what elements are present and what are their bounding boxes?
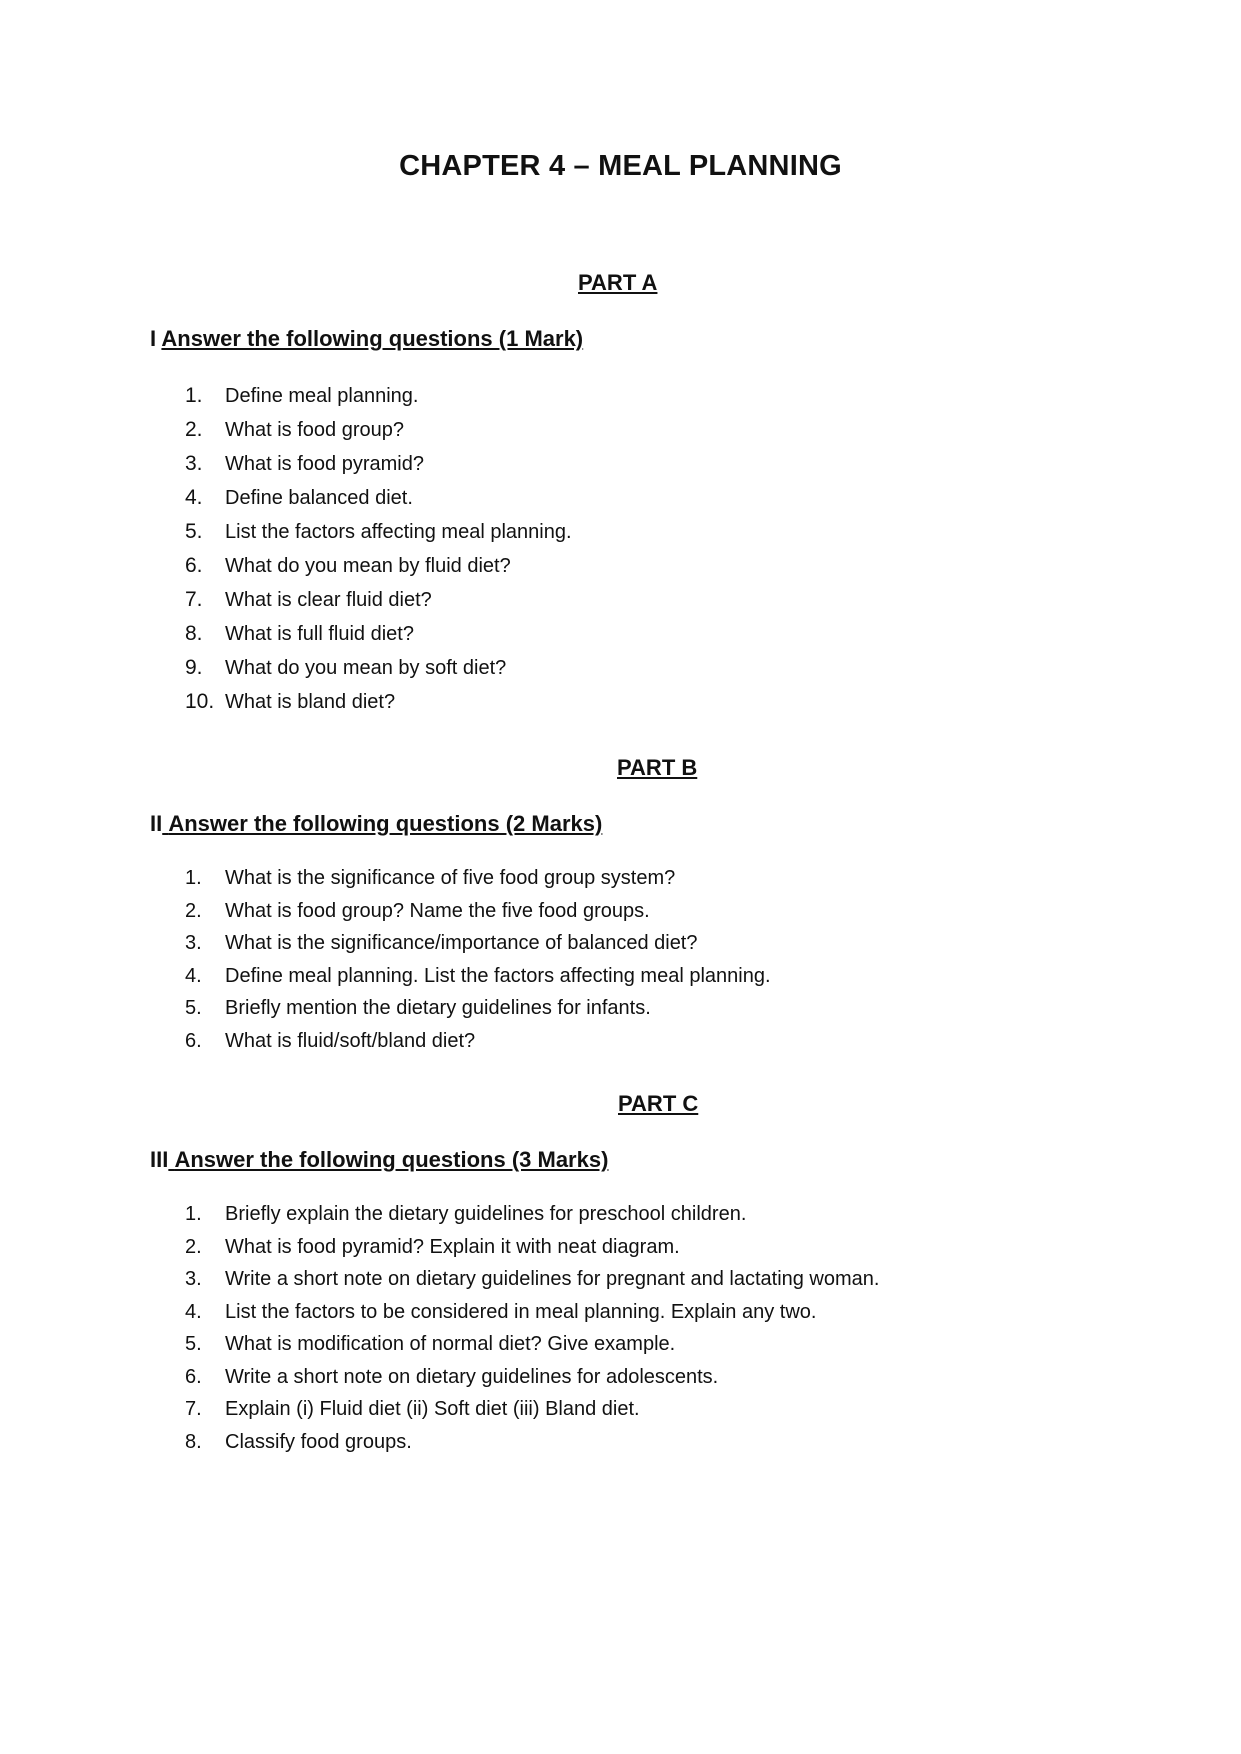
- section-3-heading: [150, 1147, 608, 1173]
- question-item: [185, 413, 572, 447]
- question-text: Define meal planning.: [225, 385, 419, 407]
- section-2-heading: [150, 811, 602, 837]
- question-number: 7.: [185, 1398, 202, 1420]
- section-1-heading: [150, 326, 583, 352]
- section-3-title: [168, 1147, 608, 1172]
- question-number: 4.: [185, 964, 202, 987]
- question-item: [185, 651, 572, 685]
- question-item: [185, 617, 572, 651]
- question-text: List the factors to be considered in meal planning. Explain any two.: [225, 1300, 817, 1323]
- question-text: What is clear fluid diet?: [225, 589, 432, 611]
- question-number: 2.: [185, 1235, 202, 1258]
- question-number: 2.: [185, 418, 203, 441]
- question-item: [185, 1025, 771, 1058]
- question-text: Write a short note on dietary guidelines for adolescents.: [225, 1365, 719, 1388]
- question-number: 2.: [185, 899, 202, 922]
- question-number: 6.: [185, 1029, 202, 1052]
- question-item: [185, 583, 572, 617]
- part-c-question-list: [185, 1198, 879, 1458]
- section-2-title: [162, 811, 602, 836]
- question-text: What is modification of normal diet? Give example.: [225, 1333, 676, 1355]
- question-number: 1.: [185, 384, 203, 407]
- question-item: [185, 992, 771, 1025]
- question-item: [185, 862, 771, 895]
- section-1-numeral: I: [150, 326, 157, 351]
- question-text: Briefly explain the dietary guidelines for preschool children.: [225, 1203, 747, 1225]
- question-item: [185, 447, 572, 481]
- question-text: What is food group? Name the five food groups.: [225, 899, 650, 922]
- question-item: [185, 379, 572, 413]
- question-item: [185, 1231, 879, 1264]
- part-a-question-list: [185, 379, 572, 719]
- question-number: 3.: [185, 1268, 202, 1290]
- question-number: 5.: [185, 997, 202, 1019]
- question-item: [185, 960, 771, 993]
- question-number: 10.: [185, 690, 215, 713]
- question-number: 3.: [185, 452, 203, 475]
- question-item: [185, 481, 572, 515]
- question-item: [185, 1426, 879, 1459]
- chapter-title: CHAPTER 4 – MEAL PLANNING: [399, 150, 842, 182]
- question-text: Define balanced diet.: [225, 487, 413, 509]
- question-text: What is the significance/importance of balanced diet?: [225, 932, 698, 954]
- question-text: Define meal planning. List the factors affecting meal planning.: [225, 964, 771, 987]
- question-number: 6.: [185, 1365, 202, 1388]
- question-item: [185, 515, 572, 549]
- question-number: 3.: [185, 932, 202, 954]
- question-item: [185, 927, 771, 960]
- section-2-numeral: II: [150, 811, 163, 836]
- question-number: 1.: [185, 1203, 202, 1225]
- question-text: What is bland diet?: [225, 691, 396, 713]
- question-number: 7.: [185, 588, 203, 611]
- question-number: 1.: [185, 867, 202, 889]
- question-item: [185, 1361, 879, 1394]
- question-text: Briefly mention the dietary guidelines for infants.: [225, 997, 651, 1019]
- question-item: [185, 895, 771, 928]
- question-text: What do you mean by soft diet?: [225, 657, 507, 679]
- question-text: What do you mean by fluid diet?: [225, 555, 511, 577]
- part-a-heading: PART A: [578, 270, 658, 295]
- section-3-numeral: III: [150, 1147, 169, 1172]
- question-number: 5.: [185, 1333, 202, 1355]
- question-number: 4.: [185, 1300, 202, 1323]
- question-item: [185, 1263, 879, 1296]
- question-number: 8.: [185, 1430, 202, 1453]
- question-text: Classify food groups.: [225, 1430, 412, 1453]
- question-number: 4.: [185, 486, 203, 509]
- question-text: What is full fluid diet?: [225, 623, 414, 645]
- part-b-heading: PART B: [617, 755, 698, 780]
- question-item: [185, 1198, 879, 1231]
- question-number: 6.: [185, 554, 203, 577]
- question-item: [185, 685, 572, 719]
- part-c-heading: PART C: [618, 1091, 699, 1116]
- question-number: 9.: [185, 656, 203, 679]
- question-text: Write a short note on dietary guidelines for pregnant and lactating woman.: [225, 1268, 880, 1290]
- question-item: [185, 1296, 879, 1329]
- section-2-title-text: Answer the following questions (2 Marks): [168, 811, 603, 836]
- question-text: What is food pyramid?: [225, 453, 424, 475]
- question-text: What is the significance of five food group system?: [225, 867, 676, 889]
- question-item: [185, 549, 572, 583]
- question-text: List the factors affecting meal planning.: [225, 521, 572, 543]
- section-1-title: Answer the following questions (1 Mark): [161, 326, 584, 351]
- question-text: What is food pyramid? Explain it with neat diagram.: [225, 1235, 680, 1258]
- question-item: [185, 1328, 879, 1361]
- question-item: [185, 1393, 879, 1426]
- question-number: 5.: [185, 520, 203, 543]
- part-b-question-list: [185, 862, 771, 1057]
- section-3-title-text: Answer the following questions (3 Marks): [174, 1147, 609, 1172]
- question-text: Explain (i) Fluid diet (ii) Soft diet (iii) Bland diet.: [225, 1398, 640, 1420]
- question-text: What is fluid/soft/bland diet?: [225, 1029, 476, 1052]
- question-number: 8.: [185, 622, 203, 645]
- question-text: What is food group?: [225, 419, 404, 441]
